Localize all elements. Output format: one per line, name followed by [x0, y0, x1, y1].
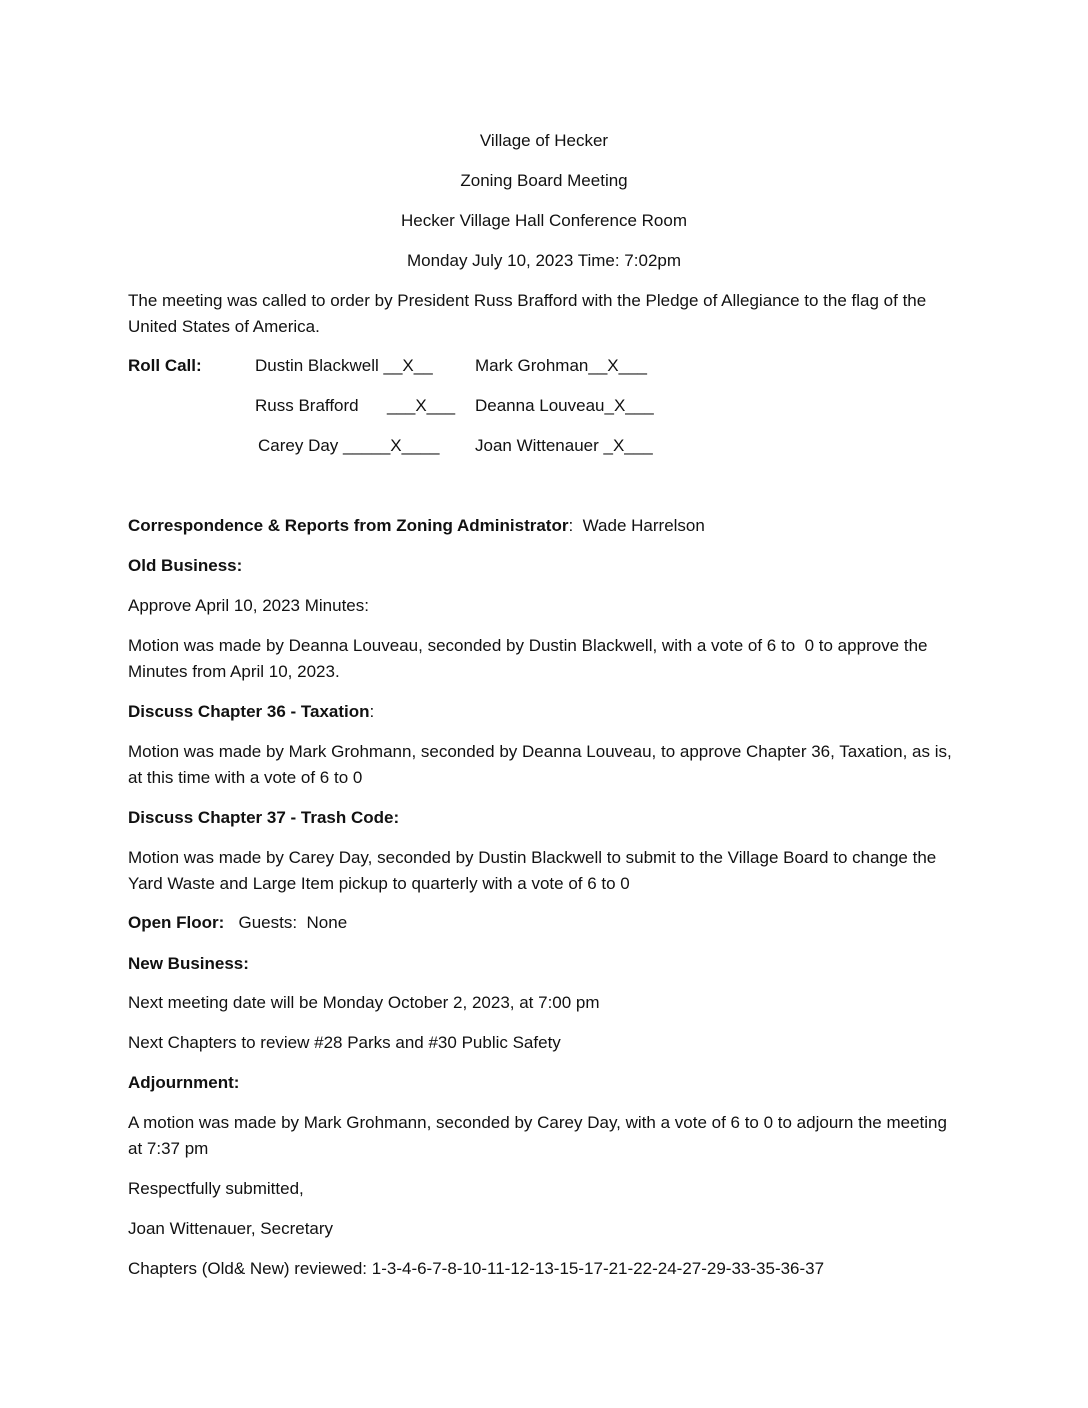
roll-call-entry: Carey Day _____X____	[258, 436, 440, 455]
open-floor-label: Open Floor:	[128, 913, 225, 932]
chapter-36-label: Discuss Chapter 36 - Taxation	[128, 702, 370, 721]
new-business-heading: New Business:	[128, 954, 249, 973]
secretary-signature: Joan Wittenauer, Secretary	[128, 1219, 334, 1238]
approve-minutes-line: Approve April 10, 2023 Minutes:	[128, 596, 369, 615]
correspondence-label: Correspondence & Reports from Zoning Administrator	[128, 516, 569, 535]
next-meeting-line: Next meeting date will be Monday October 2, 2023, at 7:00 pm	[128, 993, 600, 1012]
document-title: Village of Hecker	[479, 131, 609, 150]
motion-minutes-paragraph: Motion was made by Deanna Louveau, seconded by Dustin Blackwell, with a vote of 6 to 0 to approve the Minutes from April 10, 2023.	[128, 636, 933, 681]
roll-call-entry: Joan Wittenauer _X___	[475, 436, 653, 455]
chapter-36-heading	[128, 702, 374, 722]
adjournment-heading: Adjournment:	[128, 1073, 240, 1092]
chapter-36-suffix: :	[369, 702, 375, 721]
chapter-36-motion: Motion was made by Mark Grohmann, seconded by Deanna Louveau, to approve Chapter 36, Taxation, as is, at this time with a vote of 6 to 0	[128, 742, 952, 787]
intro-paragraph: The meeting was called to order by President Russ Brafford with the Pledge of Allegiance to the flag of the United States of America.	[128, 291, 927, 336]
open-floor-line	[128, 913, 347, 933]
roll-call-entry: Deanna Louveau_X___	[475, 396, 654, 415]
adjournment-motion: A motion was made by Mark Grohmann, seconded by Carey Day, with a vote of 6 to 0 to adjourn the meeting at 7:37 pm	[128, 1113, 947, 1158]
chapter-37-motion: Motion was made by Carey Day, seconded by Dustin Blackwell to submit to the Village Board to change the Yard Waste and Large Item pickup to quarterly with a vote of 6 to 0	[128, 848, 937, 893]
respectfully-submitted: Respectfully submitted,	[128, 1179, 304, 1198]
correspondence-value: : Wade Harrelson	[568, 516, 705, 535]
meeting-location: Hecker Village Hall Conference Room	[401, 211, 687, 230]
roll-call-entry: Dustin Blackwell __X__	[255, 356, 433, 375]
next-chapters-line: Next Chapters to review #28 Parks and #30 Public Safety	[128, 1033, 561, 1052]
correspondence-line	[128, 516, 705, 536]
chapter-37-heading: Discuss Chapter 37 - Trash Code:	[128, 808, 400, 827]
document-subtitle: Zoning Board Meeting	[460, 171, 628, 190]
meeting-datetime: Monday July 10, 2023 Time: 7:02pm	[406, 251, 682, 270]
roll-call-entry: Mark Grohman__X___	[475, 356, 647, 375]
roll-call-entry: Russ Brafford ___X___	[255, 396, 456, 415]
old-business-heading: Old Business:	[128, 556, 243, 575]
chapters-reviewed-line: Chapters (Old& New) reviewed: 1-3-4-6-7-8-10-11-12-13-15-17-21-22-24-27-29-33-35-36-37	[128, 1259, 825, 1278]
roll-call-label: Roll Call:	[128, 356, 202, 375]
open-floor-value: Guests: None	[224, 913, 348, 932]
